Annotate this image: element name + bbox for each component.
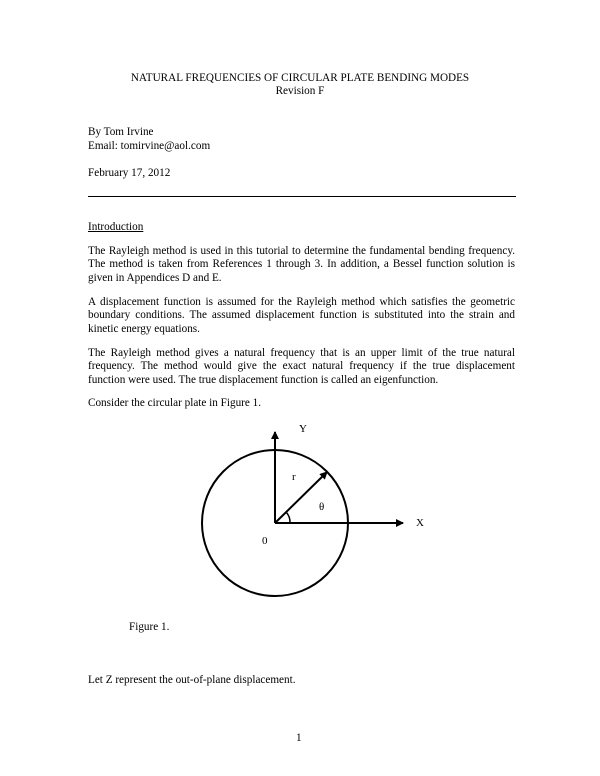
paragraph: The Rayleigh method gives a natural frequency that is an upper limit of the true natural frequency. The method would give the exact natural frequency if the true displacement function were used. The true displacement function is called an eigenfunction. [88,347,515,386]
closing-sentence: Let Z represent the out-of-plane displacement. [88,674,296,686]
origin-label: 0 [262,535,268,547]
radius-label: r [292,471,296,483]
author-email: Email: tomirvine@aol.com [88,140,211,152]
section-heading: Introduction [88,221,144,233]
theta-label: θ [319,501,325,513]
page-number: 1 [296,732,302,744]
y-axis-label: Y [299,423,307,435]
paragraph: A displacement function is assumed for the Rayleigh method which satisfies the geometric boundary conditions. The assumed displacement function is substituted into the strain and kinetic energy equations. [88,296,515,335]
x-axis-label: X [416,517,424,529]
angle-arc [286,512,290,523]
document-title: NATURAL FREQUENCIES OF CIRCULAR PLATE BENDING MODES [130,72,470,84]
figure-caption: Figure 1. [129,621,170,633]
revision-label: Revision F [275,85,325,97]
document-date: February 17, 2012 [88,167,171,179]
author-name: By Tom Irvine [88,126,154,138]
radius-arrow [275,472,327,523]
paragraph: Consider the circular plate in Figure 1. [88,397,262,409]
paragraph: The Rayleigh method is used in this tutorial to determine the fundamental bending frequency. The method is taken from References 1 through 3. In addition, a Bessel function solution is given in Appendices D and E. [88,245,515,284]
